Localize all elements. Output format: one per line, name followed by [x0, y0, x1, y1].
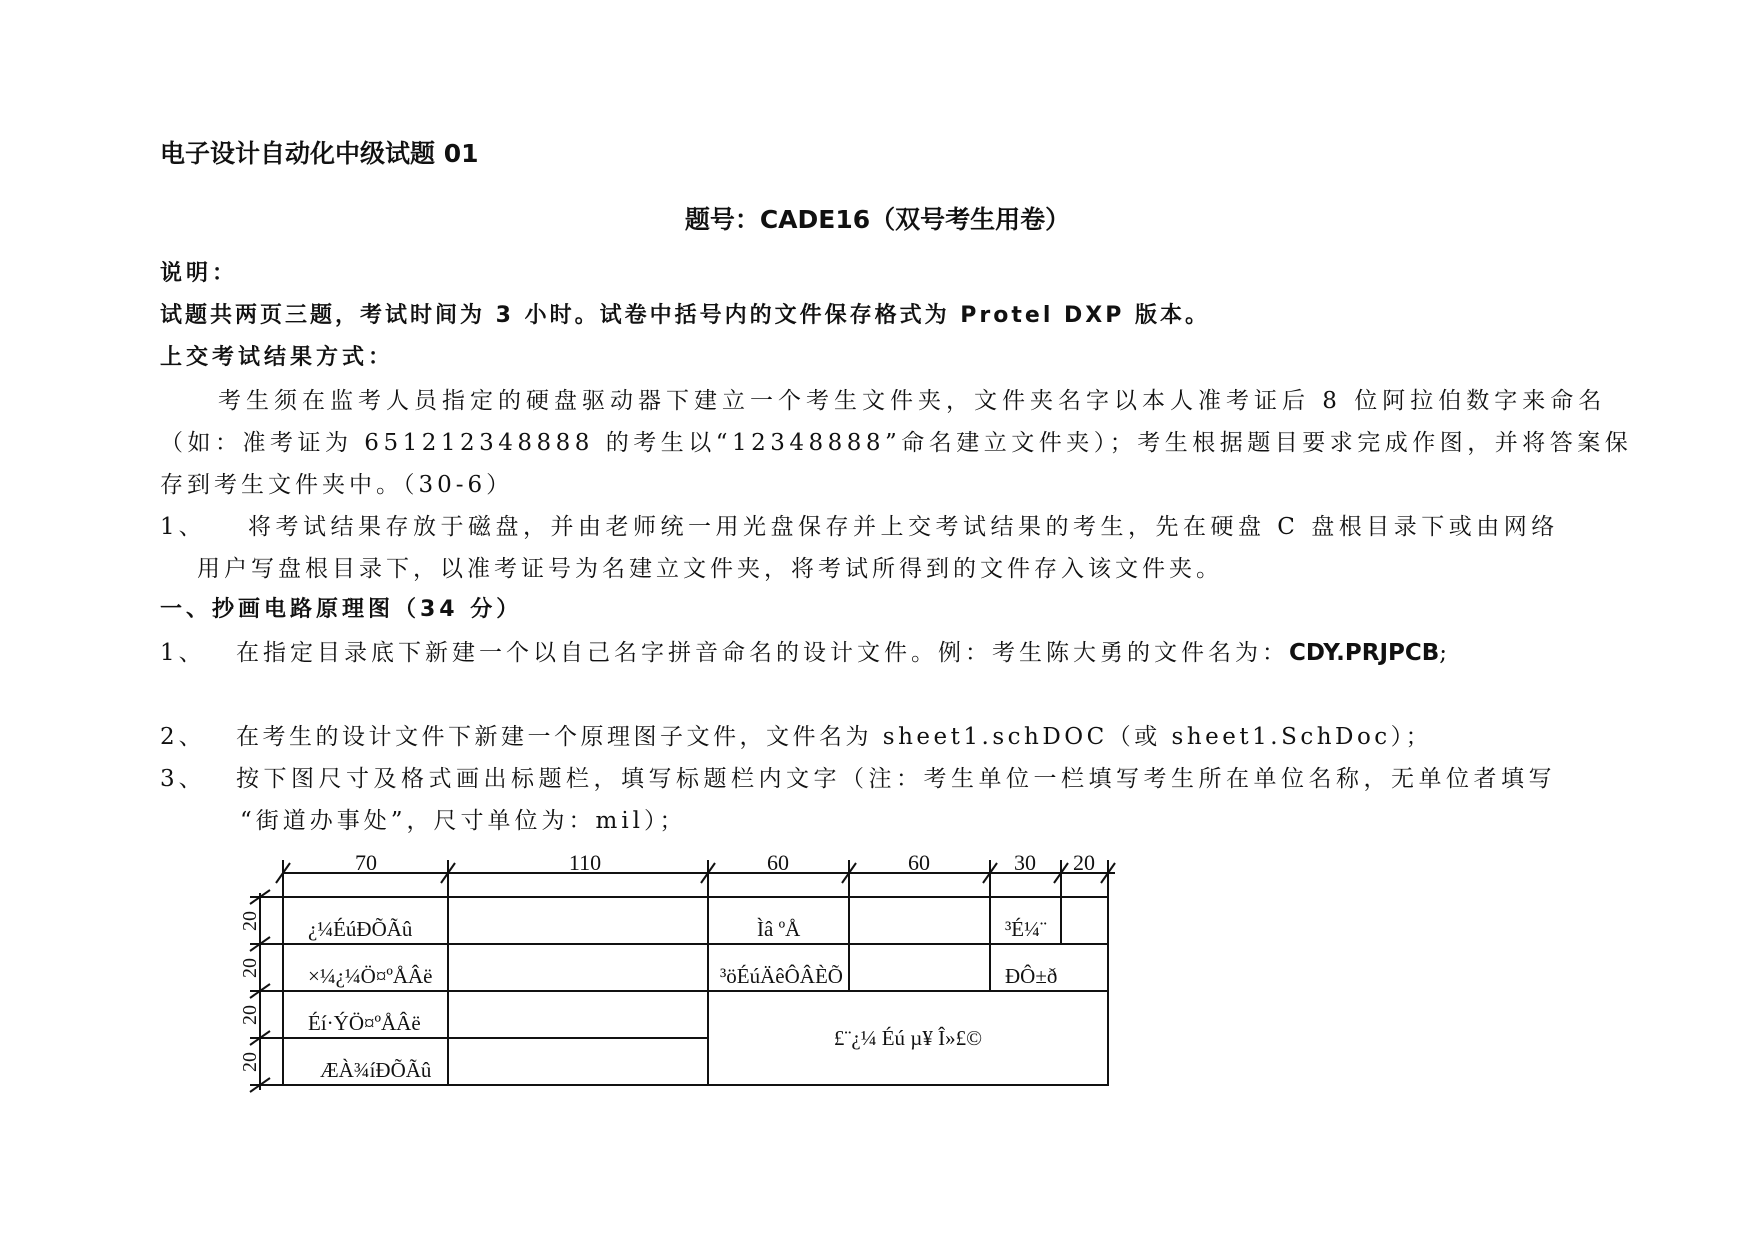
s1-item3-line2: “街道办事处”，尺寸单位为：mil）； — [240, 808, 687, 834]
note-heading: 说明： — [160, 261, 239, 286]
col-dim-4: 60 — [908, 850, 930, 875]
col-dim-5: 30 — [1014, 850, 1036, 875]
col-dim-1: 70 — [355, 850, 377, 875]
cell-candidate-unit: £¨¿¼ Éú µ¥ Î»£© — [833, 1026, 983, 1050]
cell-admission-no-label: ×¼¿¼Ö¤ºÅÂë — [308, 964, 433, 988]
row-dim-2: 20 — [239, 958, 261, 978]
submit-heading: 上交考试结果方式： — [160, 345, 395, 370]
col-dim-3: 60 — [767, 850, 789, 875]
row-dim-3: 20 — [239, 1005, 261, 1025]
s1-item1-number: 1、 — [160, 640, 206, 666]
row-dim-4: 20 — [239, 1052, 261, 1072]
item1-line1: 将考试结果存放于磁盘，并由老师统一用光盘保存并上交考试结果的考生，先在硬盘 C 盘根目录下或由网络 — [248, 514, 1559, 540]
s1-item2-number: 2、 — [160, 724, 206, 750]
s1-item1-filename: CDY.PRJPCB — [1289, 640, 1440, 666]
cell-id-no-label: Éí·ÝÖ¤ºÅÂë — [308, 1011, 421, 1035]
col-dim-6: 20 — [1073, 850, 1095, 875]
doc-subtitle: 题号：CADE16（双号考生用卷） — [684, 205, 1071, 234]
col-dim-2: 110 — [568, 850, 602, 875]
s1-item3-line1: 按下图尺寸及格式画出标题栏，填写标题栏内文字（注：考生单位一栏填写考生所在单位名称，无单位者填写 — [236, 766, 1556, 792]
cell-candidate-name-label: ¿¼ÉúÐÕÃû — [308, 917, 413, 941]
para1-line1: 考生须在监考人员指定的硬盘驱动器下建立一个考生文件夹，文件夹名字以本人准考证后 8 位阿拉伯数字来命名 — [218, 388, 1607, 414]
para1-line3: 存到考生文件夹中。（30-6） — [160, 472, 514, 498]
s1-item1-tail: ; — [1439, 640, 1452, 666]
cell-gender-label: ÐÔ±ð — [1005, 964, 1058, 988]
cell-score-label: ³É¼¨ — [1005, 917, 1047, 941]
cell-birthdate-label: ³öÉúÄêÔÂÈÕ — [720, 964, 843, 988]
s1-item1-text-main: 在指定目录底下新建一个以自己名字拼音命名的设计文件。例：考生陈大勇的文件名为： — [236, 640, 1289, 666]
row-dim-1: 20 — [239, 911, 261, 931]
para1-line2: （如：准考证为 651212348888 的考生以“12348888”命名建立文件夹）；考生根据题目要求完成作图，并将答案保 — [160, 430, 1633, 456]
s1-item3-number: 3、 — [160, 766, 206, 792]
item1-line2: 用户写盘根目录下，以准考证号为名建立文件夹，将考试所得到的文件存入该文件夹。 — [197, 556, 1223, 582]
s1-item2-text: 在考生的设计文件下新建一个原理图子文件，文件名为 sheet1.schDOC（或 sheet1.SchDoc）； — [236, 724, 1433, 750]
section1-heading: 一、抄画电路原理图（34 分） — [160, 597, 523, 622]
cell-question-no-label: Ìâ ºÅ — [757, 917, 801, 941]
doc-title: 电子设计自动化中级试题 01 — [160, 139, 479, 168]
cell-grader-name-label: ÆÀ¾íÐÕÃû — [320, 1058, 432, 1082]
item1-number: 1、 — [160, 514, 206, 540]
note-text: 试题共两页三题，考试时间为 3 小时。试卷中括号内的文件保存格式为 Protel DXP 版本。 — [160, 303, 1211, 328]
